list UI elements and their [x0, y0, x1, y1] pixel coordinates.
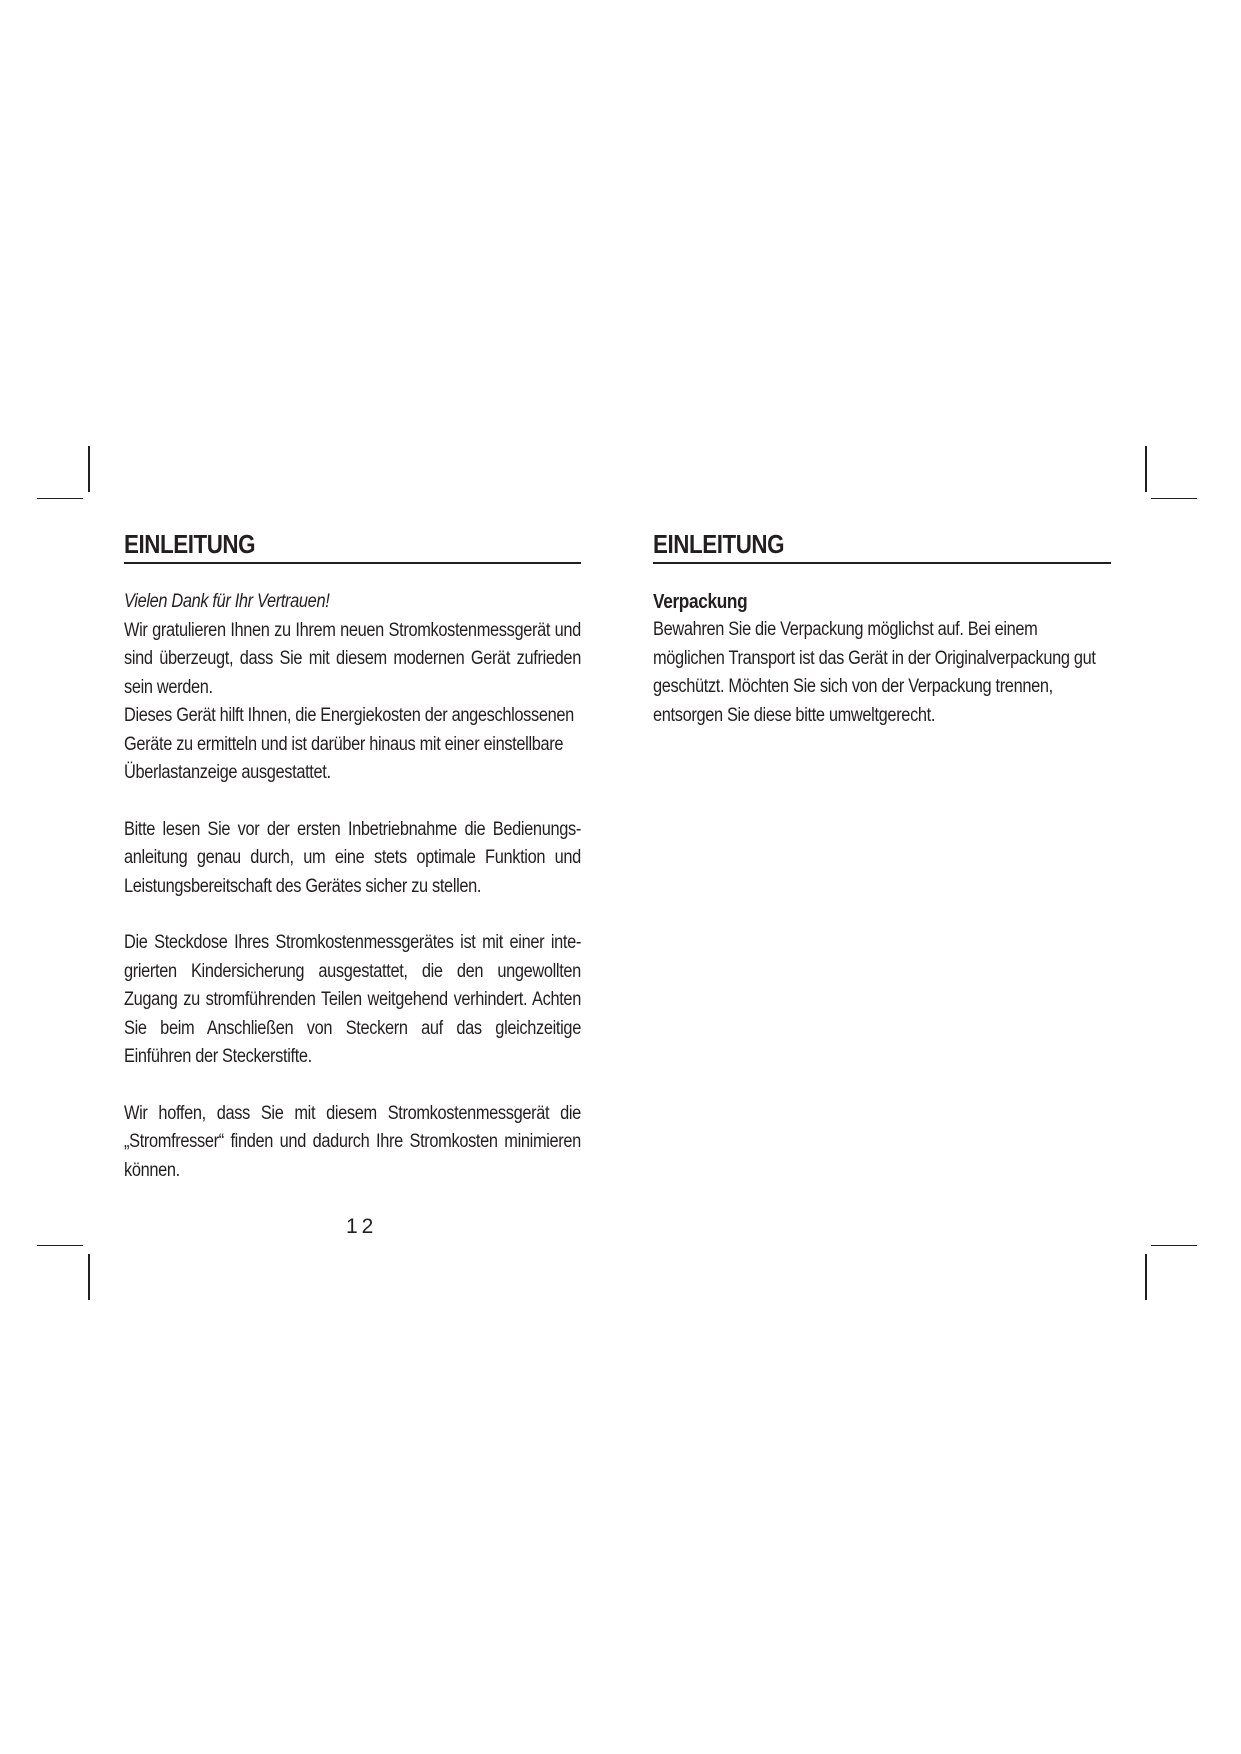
crop-mark-top-right-horizontal [1151, 498, 1197, 499]
right-page [653, 528, 1111, 730]
intro-paragraph [124, 617, 581, 703]
manual-advice-paragraph [124, 816, 581, 902]
crop-mark-top-left-horizontal [37, 498, 83, 499]
packaging-paragraph [653, 616, 1111, 730]
child-safety-paragraph [124, 929, 581, 1072]
closing-paragraph [124, 1100, 581, 1186]
device-description-text: Dieses Gerät hilft Ihnen, die Energiekosten der angeschlossenen Geräte zu ermitteln und ist darüber hinaus mit einer einstellbare Überlastanzeige ausgestattet. [124, 705, 574, 783]
paragraph-gap [124, 1072, 581, 1100]
paragraph-gap [124, 901, 581, 929]
intro-paragraph-text: Wir gratulieren Ihnen zu Ihrem neuen Stromkostenmessgerät und sind überzeugt, dass Sie mit diesem modernen Gerät zufrieden sein werden. [124, 619, 581, 698]
paragraph-gap [124, 788, 581, 816]
crop-mark-top-left-vertical [88, 446, 90, 492]
left-title-rule [124, 562, 581, 564]
left-page [124, 528, 581, 1185]
crop-mark-bottom-left-vertical [88, 1254, 90, 1300]
child-safety-text: Die Steckdose Ihres Stromkostenmessgerätes ist mit einer inte-grierten Kindersicherung ausgestattet, die den ungewollten Zugang zu stromführenden Teilen weitgehend verhindert. Achten Sie beim Anschließen von Steckern auf das gleichzeitige Einführen der Steckerstifte. [124, 932, 581, 1067]
crop-mark-bottom-right-vertical [1145, 1254, 1147, 1300]
device-description-paragraph [124, 702, 581, 788]
packaging-subheading [653, 588, 1111, 616]
left-page-title: EINLEITUNG [124, 529, 256, 559]
greeting-text: Vielen Dank für Ihr Vertrauen! [124, 591, 330, 612]
right-title-rule [653, 562, 1111, 564]
packaging-paragraph-text: Bewahren Sie die Verpackung möglichst auf. Bei einem möglichen Transport ist das Gerät in der Originalverpackung gut geschützt. Möchten Sie sich von der Verpackung trennen, entsorgen Sie diese bitte umweltgerecht. [653, 619, 1096, 726]
page-number: 12 [346, 1215, 378, 1238]
crop-mark-top-right-vertical [1145, 446, 1147, 492]
greeting [124, 588, 581, 617]
right-page-title: EINLEITUNG [653, 529, 785, 559]
closing-text: Wir hoffen, dass Sie mit diesem Stromkostenmessgerät die „Stromfresser“ finden und dadurch Ihre Stromkosten minimieren können. [124, 1102, 581, 1181]
crop-mark-bottom-left-horizontal [37, 1245, 83, 1246]
crop-mark-bottom-right-horizontal [1151, 1245, 1197, 1246]
packaging-subheading-text: Verpackung [653, 591, 748, 613]
manual-advice-text: Bitte lesen Sie vor der ersten Inbetriebnahme die Bedienungs-anleitung genau durch, um eine stets optimale Funktion und Leistungsbereitschaft des Gerätes sicher zu stellen. [124, 818, 581, 897]
